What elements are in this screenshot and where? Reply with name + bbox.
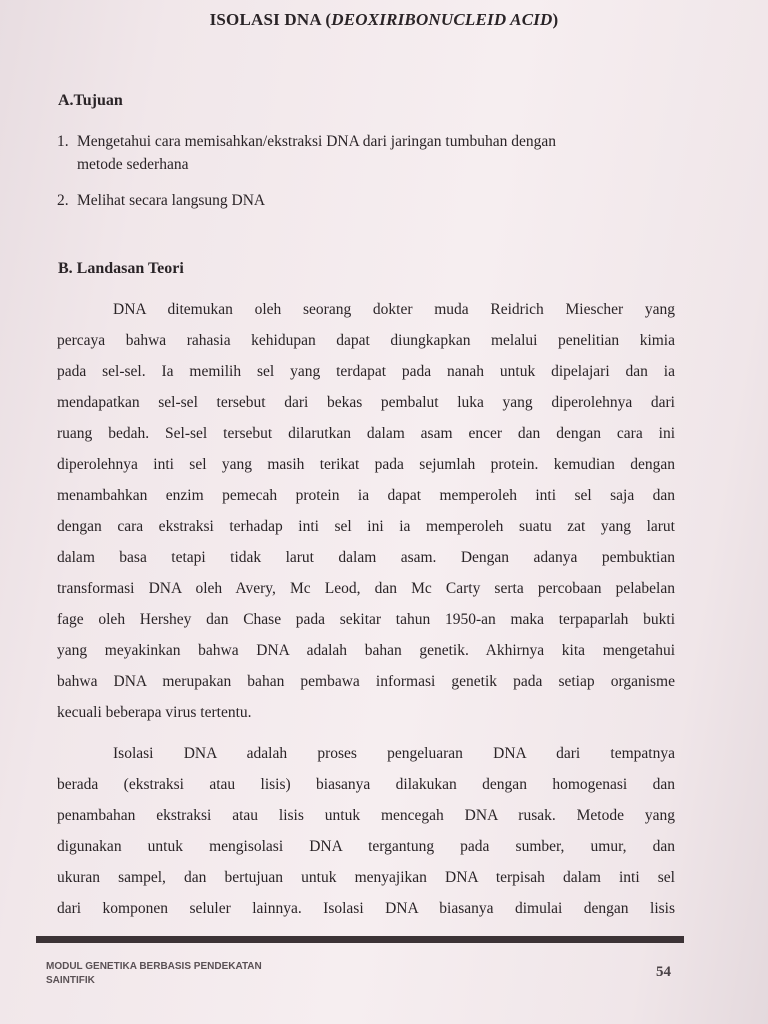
text-line: berada (ekstraksi atau lisis) biasanya dilakukan dengan homogenasi dan [57, 776, 675, 793]
title-italic: DEOXIRIBONUCLEID ACID [331, 10, 553, 29]
text-line: ruang bedah. Sel-sel tersebut dilarutkan dalam asam encer dan dengan cara ini [57, 425, 675, 442]
text-line: penambahan ekstraksi atau lisis untuk mencegah DNA rusak. Metode yang [57, 807, 675, 824]
text-line: bahwa DNA merupakan bahan pembawa informasi genetik pada setiap organisme [57, 673, 675, 690]
text-line: digunakan untuk mengisolasi DNA tergantung pada sumber, umur, dan [57, 838, 675, 855]
text-line: diperolehnya inti sel yang masih terikat pada sejumlah protein. kemudian dengan [57, 456, 675, 473]
text-line: menambahkan enzim pemecah protein ia dapat memperoleh inti sel saja dan [57, 487, 675, 504]
text-line: dari komponen seluler lainnya. Isolasi DNA biasanya dimulai dengan lisis [57, 900, 675, 917]
list-text: Melihat secara langsung DNA [77, 192, 266, 209]
text-line: percaya bahwa rahasia kehidupan dapat diungkapkan melalui penelitian kimia [57, 332, 675, 349]
text-line: fage oleh Hershey dan Chase pada sekitar tahun 1950-an maka terpaparlah bukti [57, 611, 675, 628]
list-item [57, 189, 265, 212]
list-text: Mengetahui cara memisahkan/ekstraksi DNA dari jaringan tumbuhan dengan [77, 133, 557, 150]
paragraph-dna-history [57, 294, 675, 728]
text-line: Isolasi DNA adalah proses pengeluaran DNA dari tempatnya [113, 745, 675, 762]
list-number: 2. [57, 192, 69, 209]
text-line: kecuali beberapa virus tertentu. [57, 704, 252, 721]
text-line: dalam basa tetapi tidak larut dalam asam. Dengan adanya pembuktian [57, 549, 675, 566]
list-number: 1. [57, 133, 69, 150]
list-item [57, 130, 556, 176]
section-heading-tujuan: A.Tujuan [58, 92, 123, 109]
section-heading-landasan-teori: B. Landasan Teori [58, 260, 184, 277]
list-text-continued: metode sederhana [77, 156, 189, 173]
footer-line: SAINTIFIK [46, 975, 95, 986]
text-line: transformasi DNA oleh Avery, Mc Leod, dan Mc Carty serta percobaan pelabelan [57, 580, 675, 597]
paragraph-dna-isolation [57, 738, 675, 924]
title-close: ) [552, 10, 559, 29]
text-line: dengan cara ekstraksi terhadap inti sel ini ia memperoleh suatu zat yang larut [57, 518, 675, 535]
text-line: pada sel-sel. Ia memilih sel yang terdapat pada nanah untuk dipelajari dan ia [57, 363, 675, 380]
footer-line: MODUL GENETIKA BERBASIS PENDEKATAN [46, 961, 262, 972]
text-line: mendapatkan sel-sel tersebut dari bekas pembalut luka yang diperolehnya dari [57, 394, 675, 411]
text-line: ukuran sampel, dan bertujuan untuk menyajikan DNA terpisah dalam inti sel [57, 869, 675, 886]
footer-module-title [46, 960, 346, 988]
footer-divider [36, 936, 684, 943]
text-line: DNA ditemukan oleh seorang dokter muda Reidrich Miescher yang [113, 301, 675, 318]
page-title [0, 10, 768, 30]
text-line: yang meyakinkan bahwa DNA adalah bahan genetik. Akhirnya kita mengetahui [57, 642, 675, 659]
page-number: 54 [656, 964, 671, 980]
title-plain: ISOLASI DNA ( [209, 10, 332, 29]
